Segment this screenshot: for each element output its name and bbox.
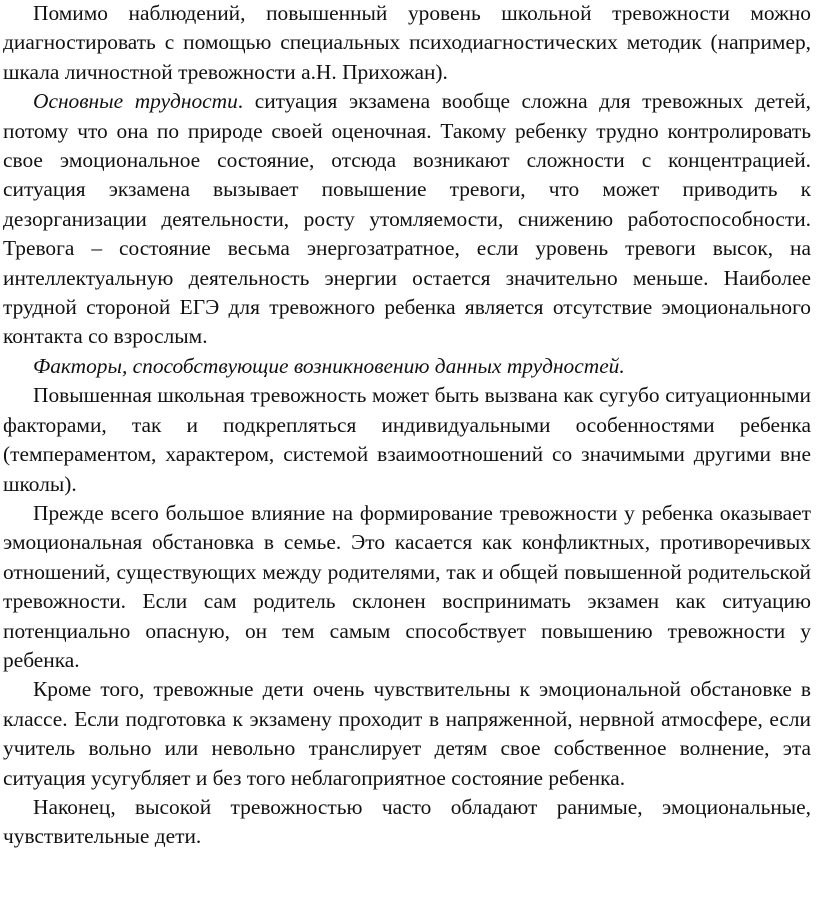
paragraph-italic-heading: Основные трудности bbox=[33, 89, 238, 114]
paragraph-main-difficulties bbox=[3, 87, 811, 352]
paragraph-sensitive-children bbox=[3, 793, 811, 852]
paragraph-class-atmosphere bbox=[3, 675, 811, 793]
paragraph-factors-heading bbox=[3, 352, 811, 381]
paragraph-text: Помимо наблюдений, повышенный уровень школьной тревожности можно диагностировать с помощью специальных психодиагностических методик (например, шкала личностной тревожности а.Н. Прихожан). bbox=[3, 1, 811, 84]
paragraph-italic-heading: Факторы, способствующие возникновению данных трудностей. bbox=[33, 353, 625, 378]
paragraph-text: . ситуация экзамена вообще сложна для тревожных детей, потому что она по природе своей оценочная. Такому ребенку трудно контролировать свое эмоциональное состояние, отсюда возникают сложности с концентрацией. ситуация экзамена вызывает повышение тревоги, что может приводить к дезорганизации деятельности, росту утомляемости, снижению работоспособности. Тревога – состояние весьма энергозатратное, если уровень тревоги высок, на интеллектуальную деятельность энергии остается значительно меньше. Наиболее трудной стороной ЕГЭ для тревожного ребенка является отсутствие эмоционального контакта со взрослым. bbox=[3, 89, 811, 349]
paragraph-diagnostics bbox=[3, 0, 811, 87]
paragraph-text: Повышенная школьная тревожность может быть вызвана как сугубо ситуационными факторами, так и подкрепляться индивидуальными особенностями ребенка (темпераментом, характером, системой взаимоотношений со значимыми другими вне школы). bbox=[3, 383, 811, 496]
document-page bbox=[3, 0, 811, 852]
paragraph-text: Кроме того, тревожные дети очень чувствительны к эмоциональной обстановке в классе. Если подготовка к экзамену проходит в напряженной, нервной атмосфере, если учитель вольно или невольно транслирует детям свое собственное волнение, эта ситуация усугубляет и без того неблагоприятное состояние ребенка. bbox=[3, 677, 811, 790]
paragraph-family-influence bbox=[3, 499, 811, 675]
paragraph-text: Наконец, высокой тревожностью часто обладают ранимые, эмоциональные, чувствительные дети. bbox=[3, 794, 811, 849]
paragraph-text: Прежде всего большое влияние на формирование тревожности у ребенка оказывает эмоциональная обстановка в семье. Это касается как конфликтных, противоречивых отношений, существующих между родителями, так и общей повышенной родительской тревожности. Если сам родитель склонен воспринимать экзамен как ситуацию потенциально опасную, он тем самым способствует повышению тревожности у ребенка. bbox=[3, 500, 811, 672]
paragraph-school-anxiety bbox=[3, 381, 811, 499]
